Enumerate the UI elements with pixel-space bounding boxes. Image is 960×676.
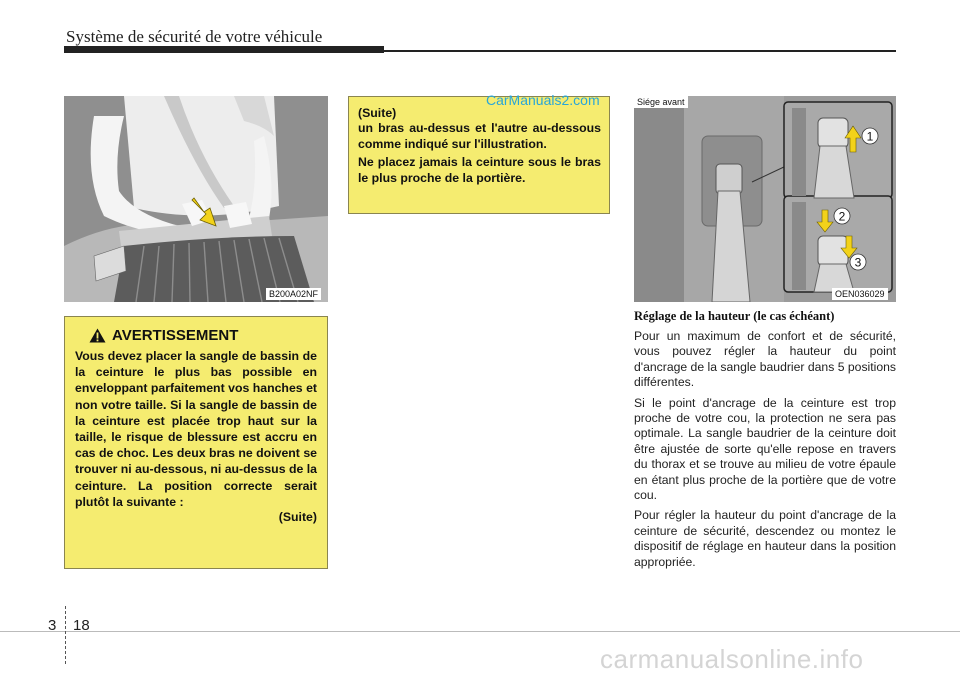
figure-label: Siége avant: [634, 96, 688, 108]
section-heading: Réglage de la hauteur (le cas échéant): [634, 309, 835, 323]
figure-code: B200A02NF: [266, 288, 321, 300]
lap-belt-drawing: [64, 96, 328, 302]
figure-code: OEN036029: [832, 288, 888, 300]
section-paragraph: Si le point d'ancrage de la ceinture est trop proche de votre cou, la protection ne sera pas optimale. La sangle baudrier de la ceinture doit être ajustée de sorte qu'elle repose en travers du thorax et se trouve au milieu de votre épaule en étant plus proche de la portière que de votre cou.: [634, 395, 896, 503]
chapter-number: 3: [48, 617, 57, 634]
warning-title: AVERTISSEMENT: [112, 327, 239, 344]
height-adjuster-illustration: [634, 96, 896, 302]
callout-3: 3: [854, 255, 862, 270]
warning-heading: [89, 327, 317, 344]
continuation-box: [348, 96, 610, 214]
header-rule: [384, 50, 896, 52]
footer-rule: [0, 631, 960, 632]
height-adjustment-section: [634, 309, 896, 575]
continuation-para-2: Ne placez jamais la ceinture sous le bras le plus proche de la portière.: [358, 155, 601, 185]
page-header-title: Système de sécurité de votre véhicule: [66, 27, 323, 46]
callout-2: 2: [838, 209, 846, 224]
warning-text: Vous devez placer la sangle de bassin de la ceinture le plus bas possible en enveloppant parfaitement vos hanches et non votre taille. Si la sangle de bassin de la ceinture est placée trop haut sur la taille, le risque de blessure est accru en cas de choc. Les deux bras ne doivent se trouver ni au-dessous, ni au-dessus de la ceinture. La position correcte serait plutôt la suivante :: [75, 349, 317, 509]
height-adjuster-drawing: [634, 96, 896, 302]
header-bar: [64, 46, 384, 53]
continuation-para-1: un bras au-dessus et l'autre au-dessous comme indiqué sur l'illustration.: [358, 121, 601, 151]
warning-box: [64, 316, 328, 569]
section-paragraph: Pour un maximum de confort et de sécurité, vous pouvez régler la hauteur du point d'ancrage de la sangle baudrier dans 5 positions différentes.: [634, 329, 896, 390]
warning-suite: (Suite): [278, 510, 317, 525]
page-number: 18: [73, 617, 90, 634]
footer-watermark: carmanualsonline.info: [600, 644, 864, 674]
seatbelt-lap-illustration: [64, 96, 328, 302]
continuation-head: (Suite): [358, 106, 397, 120]
callout-1: 1: [866, 129, 874, 144]
section-paragraph: Pour régler la hauteur du point d'ancrage de la ceinture de sécurité, descendez ou montez le dispositif de réglage en hauteur dans la position appropriée.: [634, 508, 896, 569]
watermark-link[interactable]: CarManuals2.com: [486, 92, 600, 108]
warning-triangle-icon: [89, 328, 106, 343]
page-number-divider: [65, 606, 66, 664]
